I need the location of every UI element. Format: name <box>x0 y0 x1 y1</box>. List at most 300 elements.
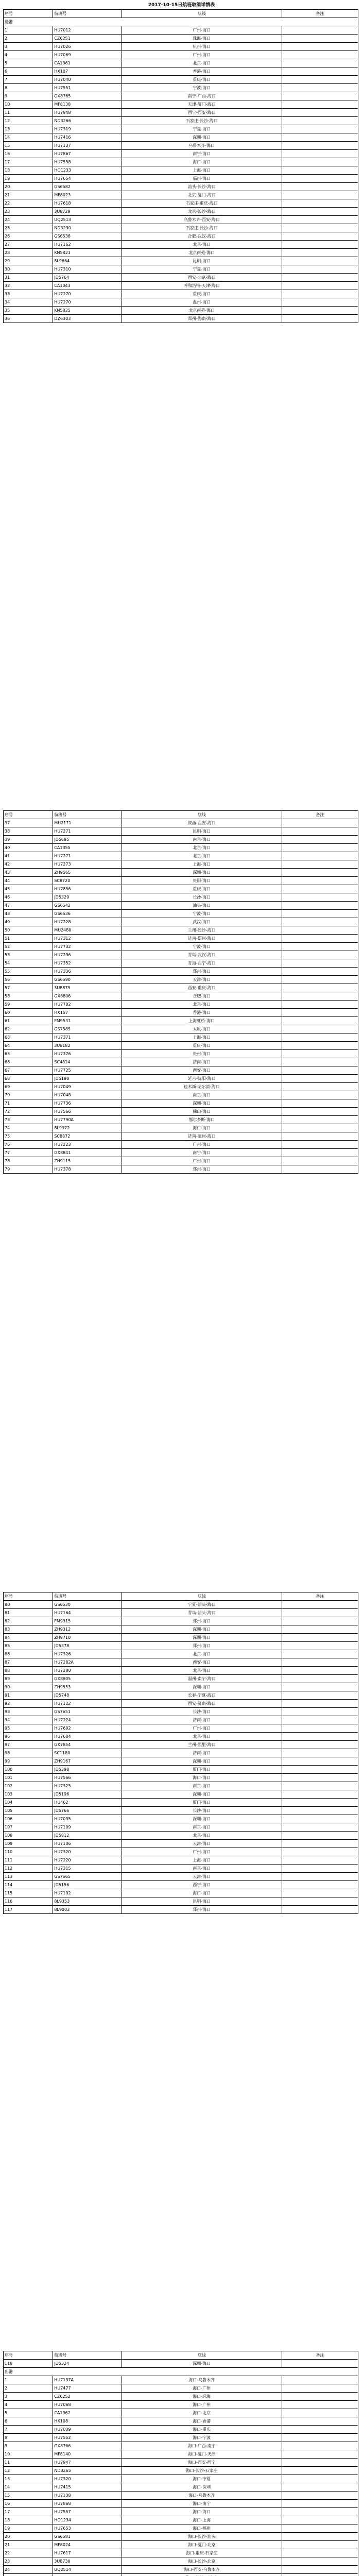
flight-number: JD5812 <box>53 1832 122 1840</box>
route: 宁波-海口 <box>122 910 282 918</box>
table-header-row <box>4 1592 358 1601</box>
table-row <box>4 2475 358 2483</box>
remark <box>282 166 358 175</box>
remark <box>282 1075 358 1083</box>
route: 南宁-广西-海口 <box>122 92 282 100</box>
table-row <box>4 1634 358 1642</box>
row-number: 17 <box>4 158 53 166</box>
flight-number: HU7271 <box>53 852 122 860</box>
route: 南宁-海口 <box>122 150 282 158</box>
table-row <box>4 1099 358 1108</box>
row-number: 90 <box>4 1683 53 1691</box>
flight-number: UQ2514 <box>53 2566 122 2574</box>
flight-number: HX157 <box>53 1009 122 1017</box>
flight-number: JD5766 <box>53 1807 122 1815</box>
row-number: 4 <box>4 2401 53 2409</box>
route: 石家庄-重庆-海口 <box>122 199 282 208</box>
remark <box>282 877 358 885</box>
table-row <box>4 232 358 241</box>
flight-number: HU7048 <box>53 1091 122 1099</box>
row-number: 1 <box>4 26 53 35</box>
remark <box>282 35 358 43</box>
route: 西安-北京-海口 <box>122 274 282 282</box>
remark <box>282 249 358 257</box>
route: 郑州-海口 <box>122 968 282 976</box>
flight-number: HU7319 <box>53 125 122 133</box>
flight-number: HU7137 <box>53 142 122 150</box>
row-number: 29 <box>4 257 53 265</box>
remark <box>282 1601 358 1609</box>
remark <box>282 1157 358 1165</box>
row-number: 43 <box>4 869 53 877</box>
table-row <box>4 117 358 125</box>
route: 上海-海口 <box>122 1856 282 1865</box>
row-number: 108 <box>4 1832 53 1840</box>
route: 北京南苑-海口 <box>122 249 282 257</box>
table-row <box>4 133 358 142</box>
table-row <box>4 2467 358 2475</box>
remark <box>282 1165 358 1174</box>
table-row <box>4 1091 358 1099</box>
row-number: 13 <box>4 2475 53 2483</box>
flight-number: HU7736 <box>53 1099 122 1108</box>
remark <box>282 1700 358 1708</box>
route: 广州-海口 <box>122 51 282 59</box>
remark <box>282 1691 358 1700</box>
remark <box>282 836 358 844</box>
row-number: 86 <box>4 1650 53 1658</box>
remark <box>282 869 358 877</box>
row-number: 91 <box>4 1691 53 1700</box>
route: 海口-香港 <box>122 2417 282 2426</box>
table-row <box>4 241 358 249</box>
flight-number: JD5196 <box>53 1790 122 1799</box>
row-number: 39 <box>4 836 53 844</box>
flight-number: GX8766 <box>53 2442 122 2450</box>
route: 海口-海口 <box>122 1889 282 1897</box>
route: 贵州-海口 <box>122 1050 282 1058</box>
remark <box>282 2434 358 2442</box>
remark <box>282 43 358 51</box>
route: 海口-广西-南宁 <box>122 2442 282 2450</box>
row-number: 113 <box>4 1873 53 1881</box>
flight-number: GX8841 <box>53 1149 122 1157</box>
route: 天津-海口 <box>122 1840 282 1848</box>
remark <box>282 109 358 117</box>
table-header-row <box>4 811 358 819</box>
table-row <box>4 1667 358 1675</box>
route: 西安-济南-海口 <box>122 1700 282 1708</box>
remark <box>282 84 358 92</box>
route: 温州-海口 <box>122 298 282 307</box>
row-number: 19 <box>4 2524 53 2533</box>
flight-number: MU2171 <box>53 819 122 827</box>
row-number: 24 <box>4 2566 53 2574</box>
flight-number: CZ6251 <box>53 35 122 43</box>
flight-number: MU2480 <box>53 926 122 935</box>
remark <box>282 1757 358 1766</box>
table-row <box>4 2417 358 2426</box>
table-row <box>4 257 358 265</box>
route: 南京-海口 <box>122 1782 282 1790</box>
table-row <box>4 1116 358 1124</box>
row-number: 18 <box>4 166 53 175</box>
flight-number: JD5156 <box>53 1881 122 1889</box>
row-number: 34 <box>4 298 53 307</box>
row-number: 56 <box>4 976 53 984</box>
remark <box>282 1634 358 1642</box>
row-number: 57 <box>4 984 53 992</box>
table-row <box>4 1675 358 1683</box>
table-row <box>4 893 358 902</box>
row-number: 12 <box>4 2467 53 2475</box>
row-number: 13 <box>4 125 53 133</box>
row-number: 36 <box>4 315 53 323</box>
flight-number: 3U8879 <box>53 984 122 992</box>
remark <box>282 885 358 893</box>
flight-number: HU7371 <box>53 1033 122 1042</box>
row-number: 19 <box>4 175 53 183</box>
route: 济南-温州-海口 <box>122 1132 282 1141</box>
row-number: 59 <box>4 1001 53 1009</box>
route: 郑州-海口 <box>122 1165 282 1174</box>
remark <box>282 26 358 35</box>
table-row <box>4 1141 358 1149</box>
route: 西宁-海口 <box>122 1881 282 1889</box>
remark <box>282 199 358 208</box>
flight-number: JD5695 <box>53 836 122 844</box>
table-row <box>4 142 358 150</box>
remark <box>282 2459 358 2467</box>
table-row <box>4 1165 358 1174</box>
row-number: 71 <box>4 1099 53 1108</box>
flight-number: HU7035 <box>53 1815 122 1823</box>
flight-number: HU7026 <box>53 43 122 51</box>
header-route: 航线 <box>122 811 282 819</box>
table-row <box>4 910 358 918</box>
route: 海口-长沙-北京 <box>122 2557 282 2566</box>
table-row <box>4 2384 358 2393</box>
row-number: 101 <box>4 1774 53 1782</box>
route: 北京-海口 <box>122 59 282 67</box>
route: 温州-南宁-海口 <box>122 1675 282 1683</box>
flight-number: HU7273 <box>53 860 122 869</box>
row-number: 2 <box>4 35 53 43</box>
route: 昆明-海口 <box>122 1897 282 1906</box>
route: 西宁-西安-海口 <box>122 109 282 117</box>
remark <box>282 1658 358 1667</box>
route: 北京-厦门-海口 <box>122 191 282 199</box>
flight-number: HU7164 <box>53 1609 122 1617</box>
row-number: 110 <box>4 1848 53 1856</box>
header-flight: 航班号 <box>53 811 122 819</box>
flight-number: HU7106 <box>53 1840 122 1848</box>
table-row <box>4 1724 358 1733</box>
flight-number: HU7477 <box>53 2384 122 2393</box>
row-number: 58 <box>4 992 53 1001</box>
remark <box>282 1091 358 1099</box>
table-row <box>4 877 358 885</box>
row-number: 5 <box>4 59 53 67</box>
section-label: 出港 <box>4 2368 358 2376</box>
remark <box>282 992 358 1001</box>
remark <box>282 1625 358 1634</box>
flight-number: HU7270 <box>53 298 122 307</box>
flight-number: ZH9167 <box>53 1757 122 1766</box>
remark <box>282 191 358 199</box>
remark <box>282 1141 358 1149</box>
route: 海口-长沙-石家庄 <box>122 2467 282 2475</box>
table-row <box>4 1617 358 1625</box>
route: 西安-海口 <box>122 1066 282 1075</box>
route: 深圳-海口 <box>122 2360 282 2368</box>
route: 天津-厦门-海口 <box>122 100 282 109</box>
row-number: 48 <box>4 910 53 918</box>
row-number: 20 <box>4 183 53 191</box>
table-row <box>4 1009 358 1017</box>
flight-number: CA1043 <box>53 282 122 290</box>
remark <box>282 2401 358 2409</box>
table-row <box>4 1741 358 1749</box>
row-number: 60 <box>4 1009 53 1017</box>
table-row <box>4 1865 358 1873</box>
row-number: 16 <box>4 150 53 158</box>
remark <box>282 1807 358 1815</box>
table-row <box>4 852 358 860</box>
table-row <box>4 1001 358 1009</box>
row-number: 1 <box>4 2376 53 2384</box>
route: 深圳-海口 <box>122 1625 282 1634</box>
route: 长沙-海口 <box>122 1807 282 1815</box>
flight-number: SC8872 <box>53 1132 122 1141</box>
remark <box>282 1058 358 1066</box>
flight-number: SC8720 <box>53 877 122 885</box>
remark <box>282 1865 358 1873</box>
row-number: 30 <box>4 265 53 274</box>
flight-number: CZ6252 <box>53 2393 122 2401</box>
flight-number: 3U8729 <box>53 208 122 216</box>
route: 重庆-海口 <box>122 290 282 298</box>
route: 济南-海口 <box>122 1716 282 1724</box>
table-row <box>4 943 358 951</box>
flight-number: ZH9312 <box>53 1625 122 1634</box>
row-number: 92 <box>4 1700 53 1708</box>
section-label: 进港 <box>4 18 358 26</box>
remark <box>282 1617 358 1625</box>
flight-number: MF8024 <box>53 2541 122 2549</box>
remark <box>282 51 358 59</box>
table-row <box>4 2524 358 2533</box>
row-number: 9 <box>4 92 53 100</box>
flight-number: HU7653 <box>53 2524 122 2533</box>
row-number: 10 <box>4 100 53 109</box>
row-number: 50 <box>4 926 53 935</box>
remark <box>282 1749 358 1757</box>
row-number: 22 <box>4 199 53 208</box>
route: 北京-海口 <box>122 1650 282 1658</box>
route: 宁夏-海口 <box>122 125 282 133</box>
header-no: 序号 <box>4 2351 53 2360</box>
route: 广州-海口 <box>122 1141 282 1149</box>
table-row <box>4 1823 358 1832</box>
table-row <box>4 1066 358 1075</box>
remark <box>282 1650 358 1658</box>
table-row <box>4 315 358 323</box>
remark <box>282 1017 358 1025</box>
remark <box>282 274 358 282</box>
table-row <box>4 1782 358 1790</box>
route: 海口-厦门-天津 <box>122 2450 282 2459</box>
route: 宁夏-海口 <box>122 265 282 274</box>
remark <box>282 1083 358 1091</box>
remark <box>282 183 358 191</box>
route: 深圳-海口 <box>122 869 282 877</box>
remark <box>282 2516 358 2524</box>
flight-number: ZH9115 <box>53 1157 122 1165</box>
table-row <box>4 1757 358 1766</box>
flight-number: HU7856 <box>53 885 122 893</box>
remark <box>282 1009 358 1017</box>
flight-number: GS6590 <box>53 976 122 984</box>
remark <box>282 298 358 307</box>
row-number: 17 <box>4 2508 53 2516</box>
row-number: 105 <box>4 1807 53 1815</box>
row-number: 67 <box>4 1066 53 1075</box>
flight-number: HU7604 <box>53 1733 122 1741</box>
row-number: 46 <box>4 893 53 902</box>
row-number: 6 <box>4 67 53 76</box>
remark <box>282 1642 358 1650</box>
table-row <box>4 1132 358 1141</box>
row-number: 3 <box>4 2393 53 2401</box>
remark <box>282 1766 358 1774</box>
header-flight: 航班号 <box>53 1592 122 1601</box>
row-number: 72 <box>4 1108 53 1116</box>
remark <box>282 1609 358 1617</box>
route: 海口-海口 <box>122 2508 282 2516</box>
table-row <box>4 2566 358 2574</box>
row-number: 42 <box>4 860 53 869</box>
table-row <box>4 1716 358 1724</box>
route: 昆明-海口 <box>122 827 282 836</box>
remark <box>282 819 358 827</box>
remark <box>282 224 358 232</box>
route: 广州-海口 <box>122 1848 282 1856</box>
row-number: 3 <box>4 43 53 51</box>
route: 广州-海口 <box>122 1157 282 1165</box>
route: 北京-海口 <box>122 844 282 852</box>
flight-number: HU7315 <box>53 1865 122 1873</box>
route: 郑州-海南-海口 <box>122 315 282 323</box>
table-row <box>4 860 358 869</box>
route: 昆明-海口 <box>122 257 282 265</box>
remark <box>282 1840 358 1848</box>
route: 南京-海口 <box>122 836 282 844</box>
row-number: 11 <box>4 2459 53 2467</box>
remark <box>282 216 358 224</box>
remark <box>282 984 358 992</box>
flight-number: HU7618 <box>53 199 122 208</box>
route: 海口-长沙-汕头 <box>122 2533 282 2541</box>
remark <box>282 2557 358 2566</box>
flight-number: MF8140 <box>53 2450 122 2459</box>
remark <box>282 2450 358 2459</box>
remark <box>282 2549 358 2557</box>
row-number: 52 <box>4 943 53 951</box>
flight-number: HU7378 <box>53 1165 122 1174</box>
table-row <box>4 265 358 274</box>
route: 深圳-海口 <box>122 1099 282 1108</box>
remark <box>282 158 358 166</box>
table-row <box>4 2557 358 2566</box>
table-row <box>4 2360 358 2368</box>
table-row <box>4 282 358 290</box>
remark <box>282 1815 358 1823</box>
flight-number: 8L9003 <box>53 1906 122 1914</box>
remark <box>282 307 358 315</box>
row-number: 76 <box>4 1141 53 1149</box>
route: 天津-海口 <box>122 1873 282 1881</box>
table-row <box>4 935 358 943</box>
route: 陕西-西安-海口 <box>122 819 282 827</box>
flight-number: HU7320 <box>53 2475 122 2483</box>
table-row <box>4 1025 358 1033</box>
table-row <box>4 984 358 992</box>
remark <box>282 926 358 935</box>
table-row <box>4 1075 358 1083</box>
flight-number: HU7270 <box>53 290 122 298</box>
row-number: 98 <box>4 1749 53 1757</box>
table-row <box>4 166 358 175</box>
table-row <box>4 1906 358 1914</box>
row-number: 77 <box>4 1149 53 1157</box>
remark <box>282 844 358 852</box>
row-number: 31 <box>4 274 53 282</box>
row-number: 88 <box>4 1667 53 1675</box>
row-number: 64 <box>4 1042 53 1050</box>
row-number: 66 <box>4 1058 53 1066</box>
flight-number: GX8805 <box>53 1675 122 1683</box>
route: 汕头-长沙-海口 <box>122 183 282 191</box>
flight-number: SC4814 <box>53 1058 122 1066</box>
row-number: 74 <box>4 1124 53 1132</box>
row-number: 2 <box>4 2384 53 2393</box>
route: 北京-海口 <box>122 1667 282 1675</box>
row-number: 16 <box>4 2500 53 2508</box>
route: 南京-海口 <box>122 1823 282 1832</box>
table-row <box>4 1708 358 1716</box>
flight-number: HU7162 <box>53 241 122 249</box>
row-number: 7 <box>4 76 53 84</box>
row-number: 26 <box>4 232 53 241</box>
table-row <box>4 2508 358 2516</box>
table-row <box>4 918 358 926</box>
table-row <box>4 216 358 224</box>
route: 海口-北京 <box>122 2409 282 2417</box>
remark <box>282 117 358 125</box>
row-number: 11 <box>4 109 53 117</box>
remark <box>282 1856 358 1865</box>
flight-number: ND3230 <box>53 224 122 232</box>
header-flight: 航班号 <box>53 2351 122 2360</box>
table-row <box>4 199 358 208</box>
table-row <box>4 1856 358 1865</box>
table-row <box>4 43 358 51</box>
table-row <box>4 26 358 35</box>
remark <box>282 59 358 67</box>
row-number: 47 <box>4 902 53 910</box>
flight-number: HU7552 <box>53 2434 122 2442</box>
